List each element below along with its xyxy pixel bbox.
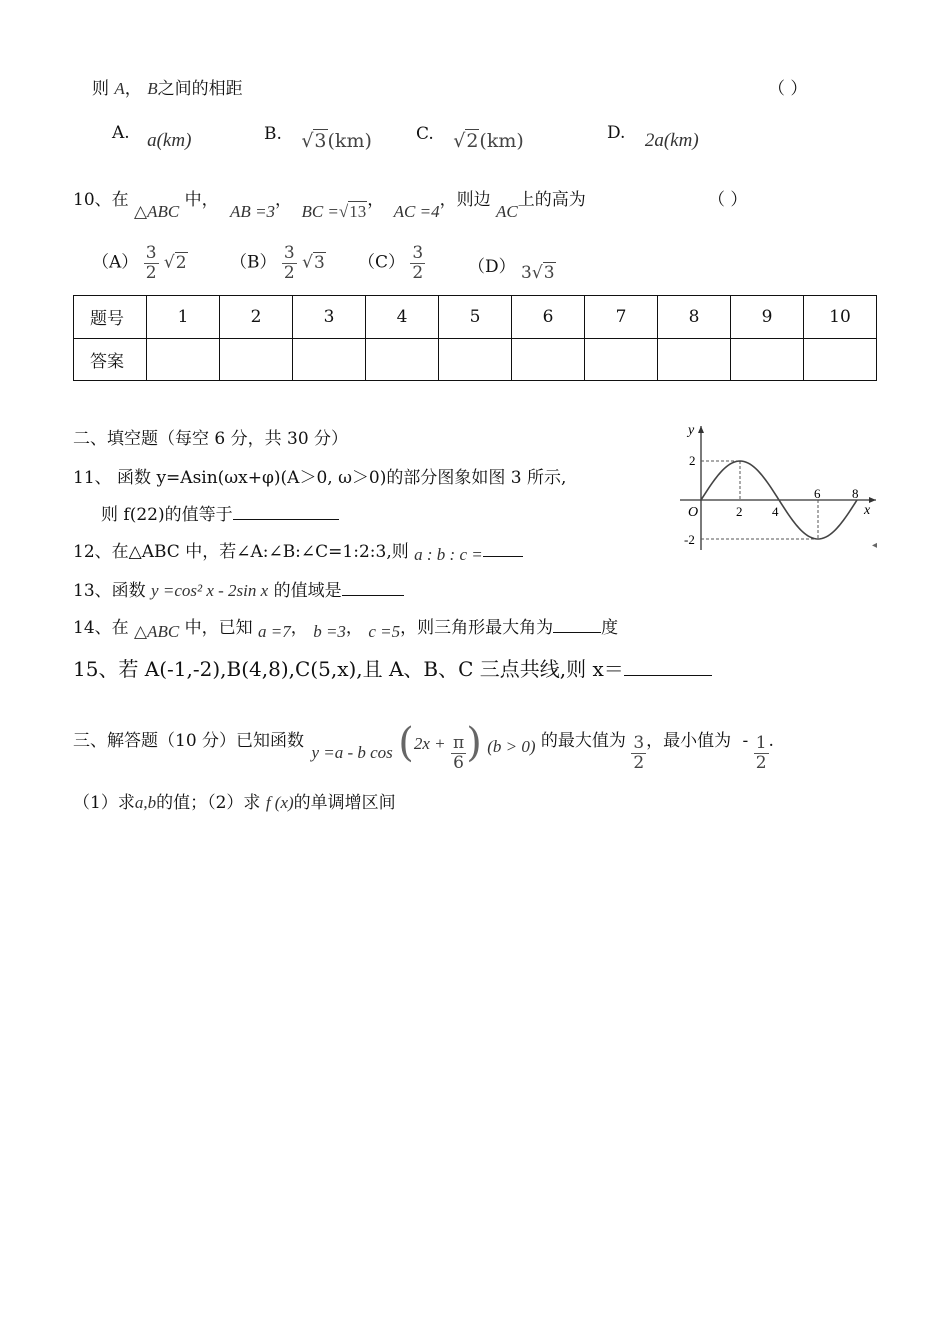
- q9-option-b-radicand: 3: [314, 130, 327, 152]
- q13-suffix: 的值域是: [273, 581, 342, 601]
- q10-ab: AB =3: [230, 202, 276, 221]
- q9-option-d: [607, 122, 699, 151]
- section3-min-num: 1: [755, 733, 767, 754]
- section3-min-fraction: [754, 734, 769, 772]
- q14-comma2: ，: [345, 618, 363, 638]
- q10-comma2: ，: [367, 190, 385, 210]
- answer-cell[interactable]: [293, 338, 366, 381]
- answer-table-number: 6: [512, 296, 585, 339]
- q9-stem-text: 则: [92, 79, 109, 99]
- section3-max-fraction: [631, 734, 646, 772]
- q10-answer-paren: （ ）: [708, 190, 748, 210]
- q15: [73, 653, 712, 682]
- q14-unit: 度: [601, 618, 619, 638]
- answer-table-header-row: [74, 296, 877, 339]
- q10-tail: 上的高为: [517, 190, 586, 210]
- q10-number: 10、在: [73, 190, 129, 210]
- q10-option-c-fraction: [410, 244, 425, 282]
- q10-option-b-den: 2: [283, 262, 295, 283]
- answer-cell[interactable]: [658, 338, 731, 381]
- q9-answer-paren: （ ）: [768, 79, 808, 99]
- answer-cell[interactable]: [366, 338, 439, 381]
- answer-table-number: 2: [220, 296, 293, 339]
- answer-table-number: 5: [439, 296, 512, 339]
- q13-answer-blank[interactable]: [342, 577, 404, 596]
- section3-max-num: 3: [633, 733, 645, 754]
- q14-triangle: △ABC: [134, 622, 180, 641]
- q14-tail: ，则三角形最大角为: [400, 618, 554, 638]
- q9-option-d-value: 2a(km): [644, 130, 699, 151]
- answer-table-header-label: 题号: [74, 296, 147, 339]
- q10-option-c-den: 2: [412, 262, 424, 283]
- q14-mid: 中，已知: [184, 618, 253, 638]
- q14-comma1: ，: [290, 618, 308, 638]
- q10-option-c: [358, 244, 425, 282]
- answer-cell[interactable]: [147, 338, 220, 381]
- q9-option-c-unit: (km): [479, 130, 524, 152]
- answer-cell[interactable]: [220, 338, 293, 381]
- sine-graph: [668, 418, 882, 558]
- q10-triangle: △ABC: [134, 202, 180, 221]
- answer-table-number: 4: [366, 296, 439, 339]
- q10-option-d-label: （D）: [468, 257, 516, 277]
- q10-stem: [73, 185, 586, 221]
- q10-option-d-value: 3√3: [521, 263, 555, 283]
- graph-y-label: y: [688, 423, 695, 438]
- q10-option-a-fraction: [144, 244, 159, 282]
- q9-option-a: [112, 122, 192, 151]
- section3-max-text: 的最大值为: [540, 731, 626, 751]
- q10-option-a-label: （A）: [92, 252, 139, 273]
- answer-table-number: 7: [585, 296, 658, 339]
- q9-option-c: [416, 122, 524, 152]
- graph-y-tick: 2: [689, 453, 696, 468]
- section3-cond: (b > 0): [487, 737, 536, 756]
- q14-answer-blank[interactable]: [553, 614, 601, 633]
- answer-cell[interactable]: [804, 338, 877, 381]
- q9-option-a-value: a(km): [147, 130, 192, 151]
- q10-option-b-fraction: [282, 244, 297, 282]
- q10-option-d: [468, 252, 556, 283]
- sub-q1-suffix: 的值；（2）求: [156, 793, 261, 813]
- q10-option-b-root: √3: [302, 252, 325, 273]
- graph-x-tick: 4: [772, 504, 779, 519]
- q10-option-c-num: 3: [412, 243, 424, 263]
- graph-origin-label: O: [688, 505, 699, 520]
- answer-table: [73, 295, 877, 381]
- graph-x-tick: 8: [852, 486, 859, 501]
- q9-option-b-label: B.: [264, 124, 282, 144]
- sub-q2-suffix: 的单调增区间: [293, 793, 396, 813]
- graph-x-tick: 2: [736, 504, 743, 519]
- section2-title: 二、填空题（每空 6 分，共 30 分）: [73, 429, 349, 449]
- q10-bc-prefix: BC =: [301, 202, 339, 221]
- sub-questions: [73, 788, 396, 813]
- q14-c: c =5: [368, 622, 401, 641]
- q12: [73, 537, 523, 562]
- answer-table-answer-row: [74, 338, 877, 381]
- q9-option-d-label: D.: [607, 123, 626, 143]
- section3-max-den: 2: [633, 753, 645, 773]
- answer-cell[interactable]: [731, 338, 804, 381]
- q10-option-d-coef: 3: [521, 263, 532, 283]
- small-mark: ◂: [872, 540, 878, 551]
- section3-period: .: [768, 731, 774, 751]
- q9-option-c-value: √2(km): [453, 130, 524, 152]
- q10-option-b: [230, 244, 326, 282]
- q9-sep: ，: [124, 79, 142, 99]
- q10-bc-radicand: 13: [349, 202, 367, 221]
- answer-table-number: 1: [147, 296, 220, 339]
- sub-q1-math: a,b: [134, 793, 157, 812]
- section3-title: 三、解答题（10 分）已知函数: [73, 731, 305, 751]
- q11-line1: 11、 函数 y=Asin(ωx+φ)(A＞0, ω＞0)的部分图象如图 3 所示,: [73, 468, 567, 488]
- q12-text: 12、在△ABC 中，若∠A:∠B:∠C=1:2:3,则: [73, 542, 409, 562]
- q9-option-b-unit: (km): [327, 130, 372, 152]
- answer-cell[interactable]: [585, 338, 658, 381]
- section3-right-paren: ): [466, 720, 482, 766]
- q11-line2: [101, 500, 339, 525]
- graph-y-tick: -2: [684, 532, 695, 547]
- q9-var-b: B: [147, 79, 158, 98]
- graph-y-arrow-icon: [698, 426, 704, 433]
- section3-pi: π: [453, 733, 465, 754]
- q14: [73, 613, 619, 641]
- section3-min-sign: -: [742, 731, 749, 751]
- q10-ac2: AC: [496, 202, 518, 221]
- section3-pi-fraction: [451, 734, 466, 772]
- q10-option-a-root: √2: [163, 252, 187, 273]
- graph-x-tick: 6: [814, 486, 821, 501]
- q9-option-b: [264, 122, 372, 152]
- answer-table-answer-label: 答案: [74, 338, 147, 381]
- sub-q1-prefix: （1）求: [73, 793, 135, 813]
- q10-bc: BC =√13: [301, 202, 367, 221]
- answer-table-number: 9: [731, 296, 804, 339]
- q10-option-c-label: （C）: [358, 252, 406, 273]
- q11-line2-text: 则 f(22)的值等于: [101, 505, 233, 525]
- q9-option-c-label: C.: [416, 124, 434, 144]
- section3-inner-left: 2x +: [413, 734, 446, 753]
- section3: [73, 710, 774, 773]
- sub-q2-math: f (x): [265, 793, 294, 812]
- answer-cell[interactable]: [512, 338, 585, 381]
- graph-x-label: x: [864, 503, 871, 518]
- q12-answer-blank[interactable]: [483, 538, 523, 557]
- q9-var-a: A: [114, 79, 125, 98]
- q14-prefix: 14、在: [73, 618, 129, 638]
- q14-a: a =7: [258, 622, 291, 641]
- q10-option-b-label: （B）: [230, 252, 277, 273]
- q10-option-d-radicand: 3: [543, 263, 555, 283]
- q10-option-a-radicand: 2: [175, 252, 187, 273]
- q9-option-c-radicand: 2: [466, 130, 479, 152]
- q10-comma1: ，: [275, 190, 293, 210]
- q10-option-b-radicand: 3: [313, 252, 325, 273]
- q10-option-a-num: 3: [145, 243, 157, 263]
- section3-min-den: 2: [755, 753, 767, 773]
- q12-math: a : b : c =: [414, 545, 483, 564]
- section3-six: 6: [453, 753, 464, 773]
- q15-answer-blank[interactable]: [624, 655, 712, 676]
- q13: [73, 576, 404, 601]
- q10-mid: 中，: [184, 190, 219, 210]
- answer-table-number: 3: [293, 296, 366, 339]
- answer-table-number: 10: [804, 296, 877, 339]
- q10-option-a-den: 2: [145, 262, 157, 283]
- q10-option-a: [92, 244, 188, 282]
- answer-cell[interactable]: [439, 338, 512, 381]
- q13-prefix: 13、函数: [73, 581, 146, 601]
- q9-stem: [92, 74, 243, 99]
- q10-option-b-num: 3: [283, 243, 295, 263]
- section3-left-paren: (: [398, 720, 414, 766]
- q15-text: 15、若 A(-1,-2),B(4,8),C(5,x),且 A、B、C 三点共线,则 x＝: [73, 657, 624, 681]
- q13-math: y =cos² x - 2sin x: [151, 581, 269, 600]
- section3-min-text: ，最小值为: [646, 731, 732, 751]
- q11-answer-blank[interactable]: [233, 501, 339, 520]
- q10-then-edge: ，则边: [439, 190, 491, 210]
- q14-b: b =3: [313, 622, 346, 641]
- q9-option-b-value: √3(km): [301, 130, 372, 152]
- answer-table-number: 8: [658, 296, 731, 339]
- q10-ac: AC =4: [393, 202, 440, 221]
- q9-tail: 之间的相距: [157, 79, 243, 99]
- section3-func-left: y =a - b cos: [311, 743, 393, 762]
- q9-option-a-label: A.: [112, 123, 130, 143]
